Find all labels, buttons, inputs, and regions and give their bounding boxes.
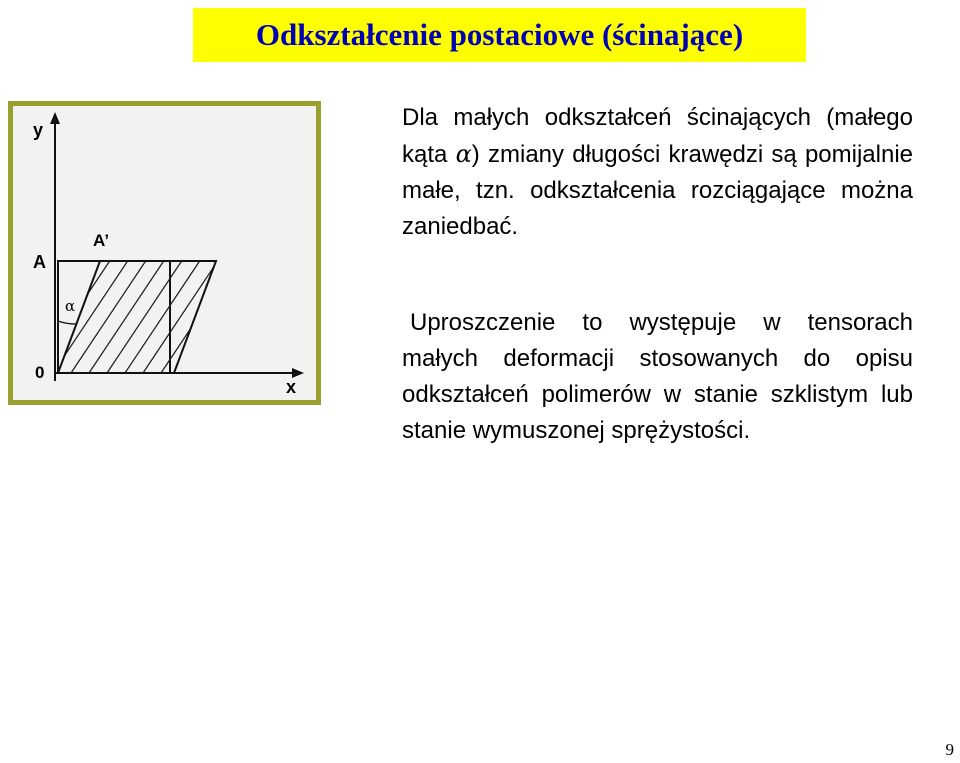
origin-label: 0 <box>35 363 45 382</box>
slide-title-box <box>193 8 806 62</box>
point-a-label: A <box>33 252 46 272</box>
paragraph1-text-a: Dla małych odkształceń ścinających (małego kąta <box>402 104 913 168</box>
slide-title: Odkształcenie postaciowe (ścinające) <box>255 17 744 52</box>
y-axis-arrow <box>50 112 60 124</box>
shear-diagram <box>13 106 316 400</box>
page-number: 9 <box>945 740 954 759</box>
y-axis-label: y <box>33 120 44 140</box>
paragraph-small-strain <box>402 100 913 245</box>
alpha-arc <box>58 321 77 324</box>
paragraph1-text-b: ) zmiany długości krawędzi są pomijalnie małe, tzn. odkształcenia rozciągające można zaniedbać. <box>402 141 914 240</box>
alpha-label: α <box>65 297 76 315</box>
alpha-symbol: α <box>455 140 472 168</box>
x-axis-label: x <box>286 377 297 397</box>
shear-deformation-figure <box>8 101 321 405</box>
point-a-prime-label: A’ <box>93 231 110 250</box>
paragraph-simplification: Uproszczenie to występuje w tensorach małych deformacji stosowanych do opisu odkształceń polimerów w stanie szklistym lub stanie wymuszonej sprężystości. <box>402 309 913 444</box>
